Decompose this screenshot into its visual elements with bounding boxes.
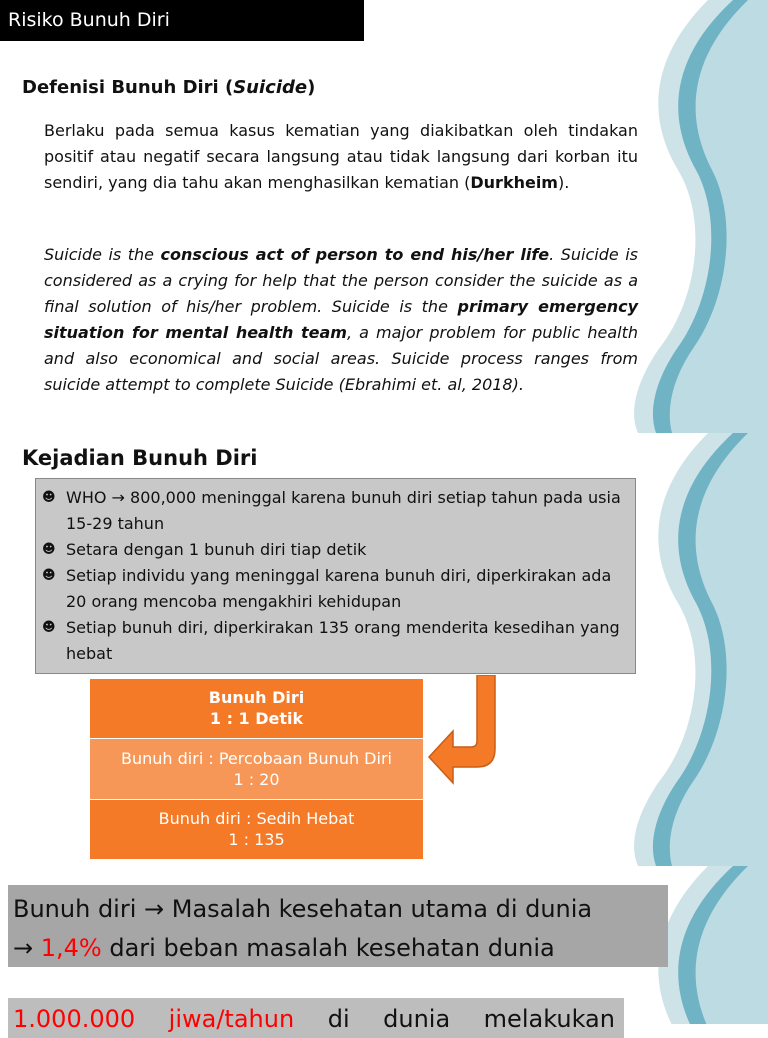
ratio-cell: [90, 738, 423, 800]
footer-word: melakukan: [483, 1005, 615, 1033]
ratio-cell: [90, 800, 423, 859]
footer-word: 1.000.000: [13, 1005, 136, 1033]
ratio-label: Bunuh diri : Percobaan Bunuh Diri: [121, 749, 392, 768]
ratio-cell: [90, 679, 423, 738]
smiley-bullet-icon: ☻: [42, 490, 56, 505]
list-item: [42, 537, 635, 563]
para1-text: Berlaku pada semua kasus kematian yang diakibatkan oleh tindakan positif atau negatif secara langsung atau tidak langsung dari korban itu sendiri, yang dia tahu akan menghasilkan kematian (: [44, 121, 638, 192]
footer-box: [8, 998, 624, 1038]
definition-heading: [22, 77, 315, 98]
ratio-value: 1 : 1 Detik: [209, 709, 304, 728]
para2-bold-b: primary emergency situation for mental health team: [44, 297, 639, 342]
summary-highlight: 1,4%: [40, 934, 102, 962]
para2-text-c: , a major problem for public health and also economical and social areas. Suicide process ranges from suicide attempt to complete Suicide (Ebrahimi et. al, 2018).: [44, 323, 639, 394]
para1-bold: Durkheim: [470, 173, 558, 192]
list-item: [42, 485, 635, 537]
definition-paragraph-id: [44, 118, 638, 196]
summary-line-2: [13, 929, 555, 967]
para1-end: ).: [557, 173, 570, 192]
bullet-text: Setiap bunuh diri, diperkirakan 135 orang menderita kesedihan yang hebat: [66, 618, 620, 663]
list-item: [42, 563, 635, 615]
para2-text-a: Suicide is the: [44, 245, 161, 264]
bullet-text: WHO → 800,000 meninggal karena bunuh diri setiap tahun pada usia 15-29 tahun: [66, 488, 621, 533]
footer-word: di: [327, 1005, 350, 1033]
footer-word: jiwa/tahun: [168, 1005, 295, 1033]
page-title: Risiko Bunuh Diri: [8, 9, 170, 31]
ratio-table: [90, 679, 423, 859]
summary-line-1: Bunuh diri → Masalah kesehatan utama di dunia: [13, 895, 593, 923]
bullet-list: [36, 485, 635, 667]
bullet-text: Setiap individu yang meninggal karena bunuh diri, diperkirakan ada 20 orang mencoba mengakhiri kehidupan: [66, 566, 612, 611]
definition-paragraph-en: [44, 242, 638, 398]
ratio-value: 1 : 135: [228, 830, 285, 849]
bent-arrow-icon: [425, 675, 505, 787]
footer-word: dunia: [383, 1005, 451, 1033]
list-item: [42, 615, 635, 667]
ratio-value: 1 : 20: [233, 770, 280, 789]
ratio-label: Bunuh diri : Sedih Hebat: [158, 809, 355, 828]
definition-heading-italic: Suicide: [233, 77, 308, 98]
ratio-label: Bunuh Diri: [208, 688, 305, 707]
definition-heading-suffix: ): [307, 77, 316, 98]
footer-line: [13, 1004, 615, 1034]
para2-bold-a: conscious act of person to end his/her life: [160, 245, 550, 264]
bullet-text: Setara dengan 1 bunuh diri tiap detik: [66, 540, 367, 559]
definition-heading-prefix: Defenisi Bunuh Diri (: [22, 77, 234, 98]
summary-box: [8, 885, 668, 967]
incidence-heading: Kejadian Bunuh Diri: [22, 446, 258, 470]
summary-rest: dari beban masalah kesehatan dunia: [101, 934, 555, 962]
smiley-bullet-icon: ☻: [42, 620, 56, 635]
incidence-box: [35, 478, 636, 674]
summary-arrow: →: [13, 934, 41, 962]
smiley-bullet-icon: ☻: [42, 542, 56, 557]
smiley-bullet-icon: ☻: [42, 568, 56, 583]
title-bar: [0, 0, 364, 41]
para2-text-b: . Suicide is considered as a crying for help that the person consider the suicide as a final solution of his/her problem. Suicide is the: [44, 245, 639, 316]
